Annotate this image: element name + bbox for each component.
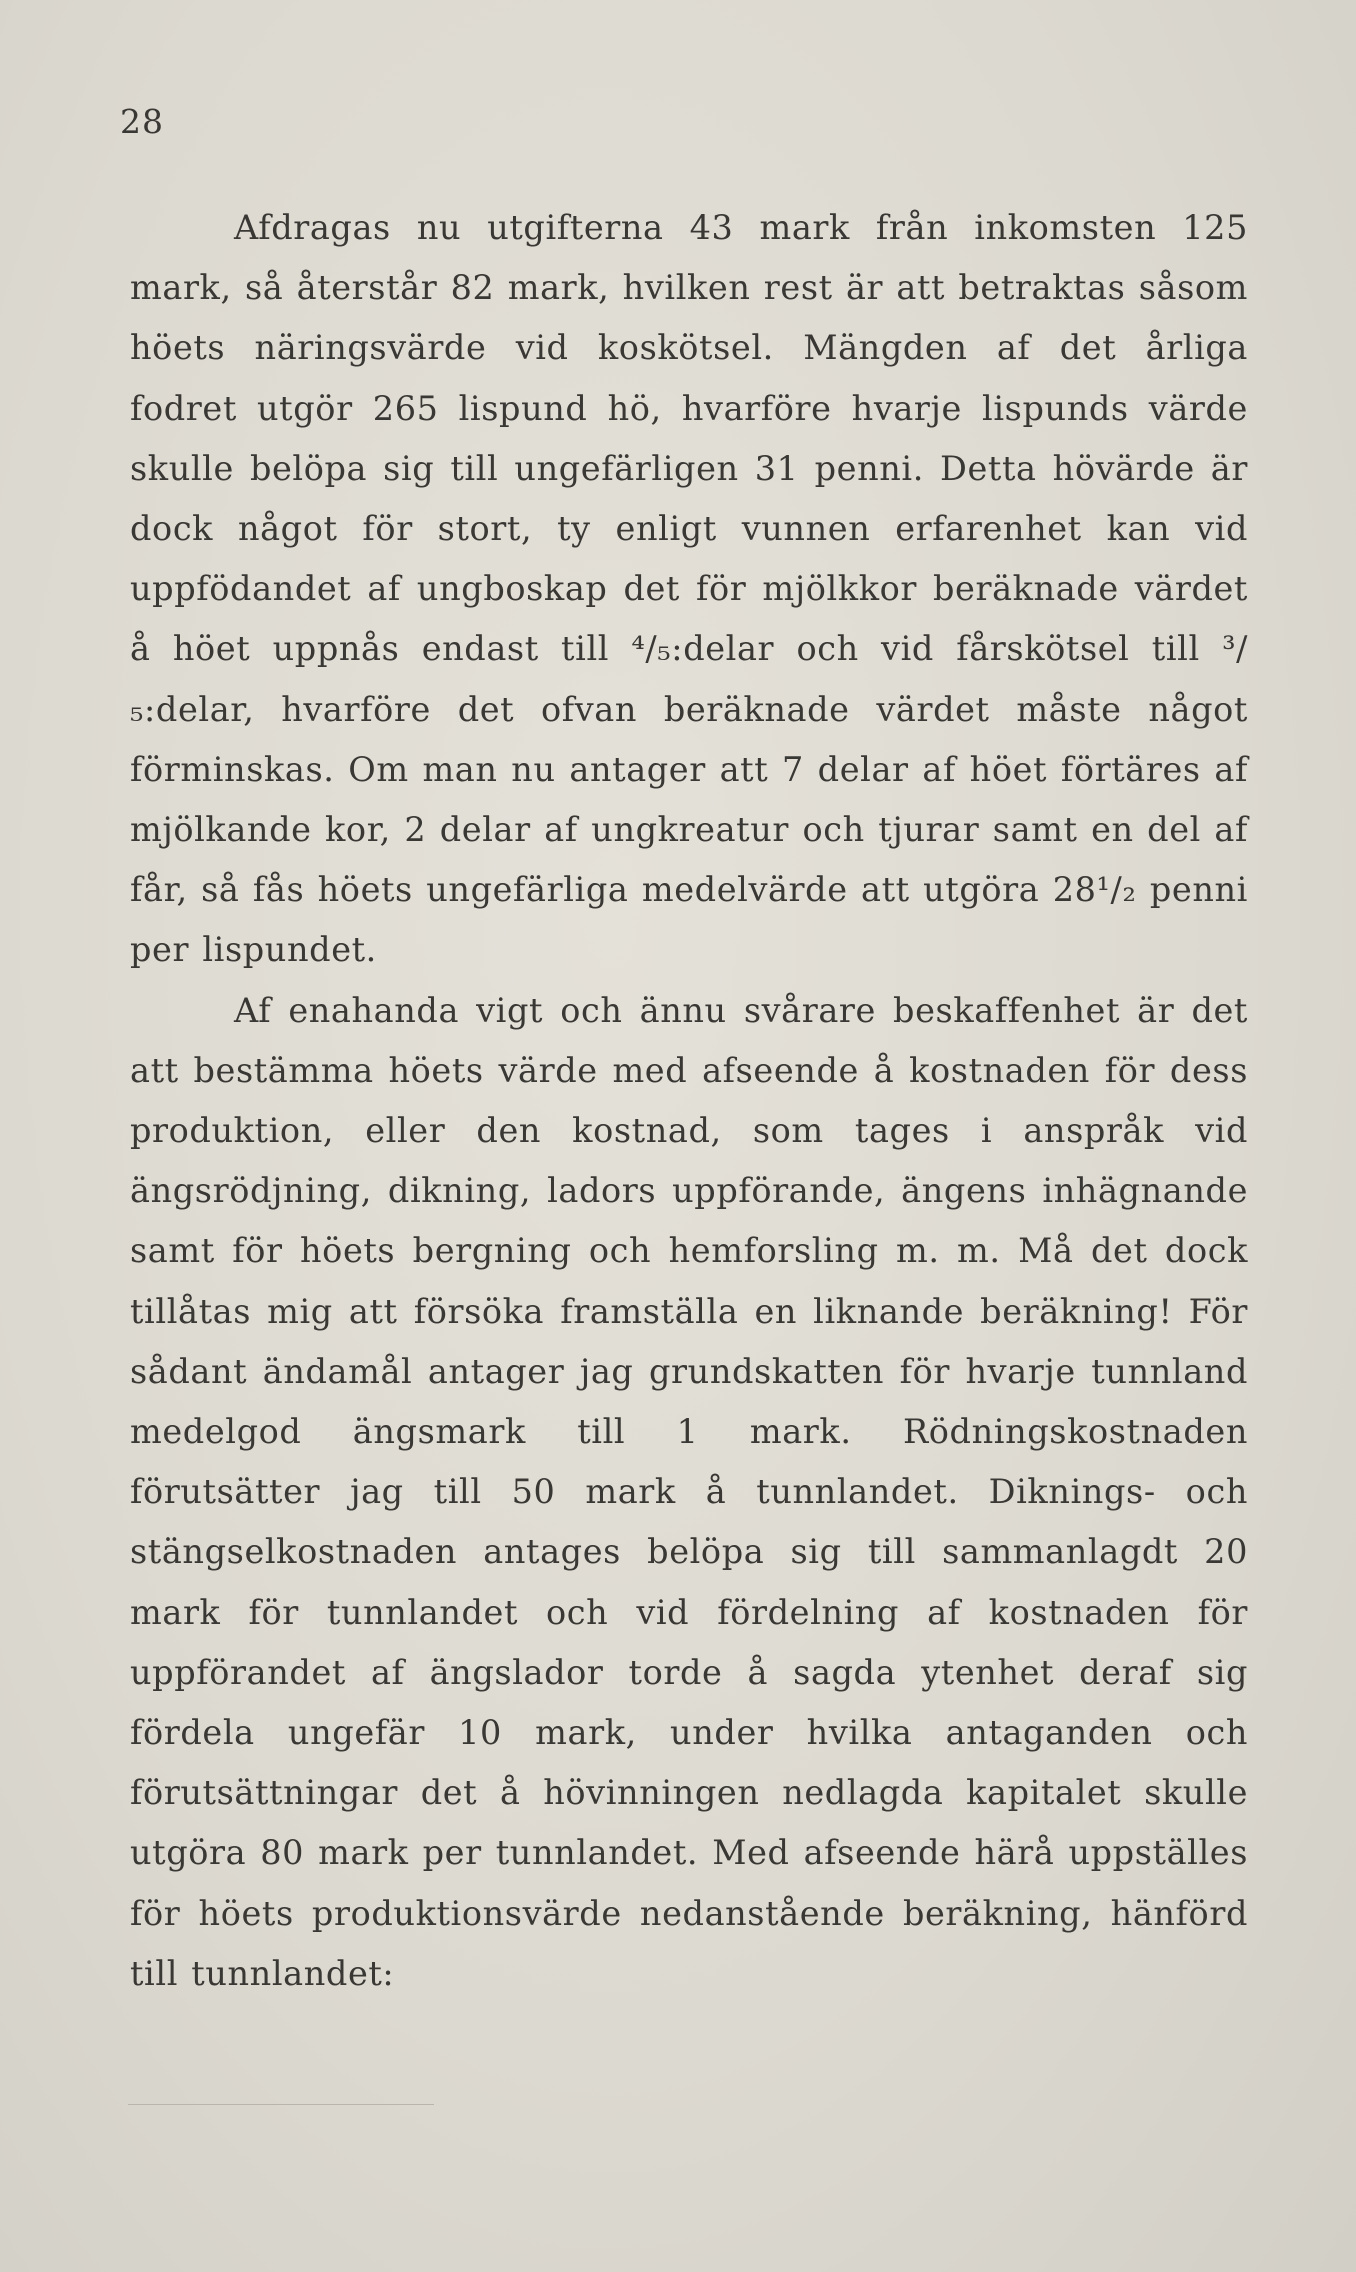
paragraph-2: Af enahanda vigt och ännu svårare beskaffenhet är det att bestämma höets värde med afseende å kostnaden för dess produktion, eller den kostnad, som tages i anspråk vid ängsrödjning, dikning, ladors uppförande, ängens inhägnande samt för höets bergning och hemforsling m. m. Må det dock tillåtas mig att försöka framställa en liknande beräkning! För sådant ändamål antager jag grundskatten för hvarje tunnland medelgod ängsmark till 1 mark. Rödningskostnaden förutsätter jag till 50 mark å tunnlandet. Diknings- och stängselkostnaden antages belöpa sig till sammanlagdt 20 mark för tunnlandet och vid fördelning af kostnaden för uppförandet af ängslador torde å sagda ytenhet deraf sig fördela ungefär 10 mark, under hvilka antaganden och förutsättningar det å hövinningen nedlagda kapitalet skulle utgöra 80 mark per tunnlandet. Med afseende härå uppställes för höets produktionsvärde nedanstående beräkning, hänförd till tunnlandet: (130, 990, 1248, 1993)
footnote-rule (128, 2104, 434, 2105)
paragraph-1: Afdragas nu utgifterna 43 mark från inkomsten 125 mark, så återstår 82 mark, hvilken rest är att betraktas såsom höets näringsvärde vid koskötsel. Mängden af det årliga fodret utgör 265 lispund hö, hvarföre hvarje lispunds värde skulle belöpa sig till ungefärligen 31 penni. Detta hövärde är dock något för stort, ty enligt vunnen erfarenhet kan vid uppfödandet af ungboskap det för mjölkkor beräknade värdet å höet uppnås endast till ⁴/₅:delar och vid fårskötsel till ³/₅:delar, hvarföre det ofvan beräknade värdet måste något förminskas. Om man nu antager att 7 delar af höet förtäres af mjölkande kor, 2 delar af ungkreatur och tjurar samt en del af får, så fås höets ungefärliga medelvärde att utgöra 28¹/₂ penni per lispundet. (130, 208, 1248, 970)
page-number: 28 (120, 102, 164, 141)
body-text (130, 198, 1248, 2004)
